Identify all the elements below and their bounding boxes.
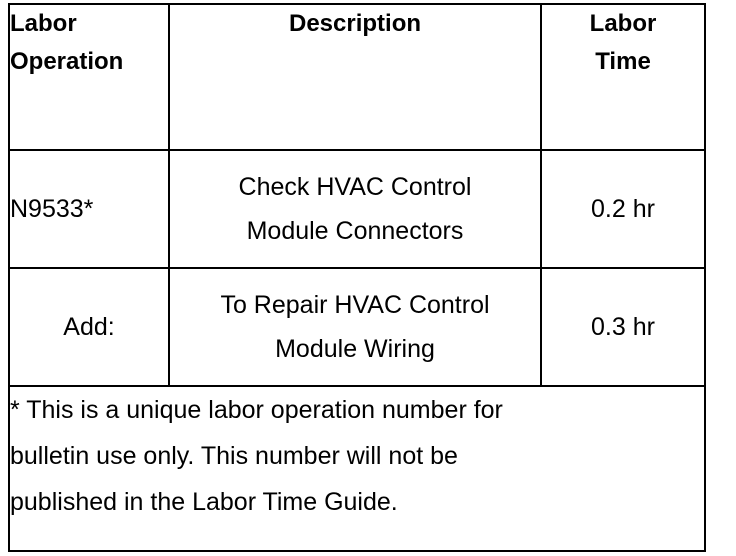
description-line2: Module Connectors: [246, 217, 464, 245]
description-line1: Check HVAC Control: [238, 173, 472, 201]
labor-time-value: 0.3 hr: [591, 313, 655, 341]
header-labor-operation-line1: Labor: [10, 10, 77, 37]
labor-time-cell: [541, 268, 705, 386]
footnote-row: [9, 386, 705, 551]
labor-time-cell: [541, 150, 705, 268]
labor-time-table: [8, 3, 706, 552]
header-labor-operation-line2: Operation: [10, 48, 124, 75]
table-row: [9, 268, 705, 386]
labor-operation-cell: [9, 268, 169, 386]
table-header-row: [9, 4, 705, 150]
footnote-line2: bulletin use only. This number will not be: [10, 442, 458, 470]
table-row: [9, 150, 705, 268]
header-description-label: Description: [288, 10, 422, 37]
header-labor-time-line2: Time: [595, 48, 651, 75]
footnote-line3: published in the Labor Time Guide.: [10, 488, 398, 516]
header-labor-time-line1: Labor: [589, 10, 657, 37]
footnote-line1: * This is a unique labor operation number for: [10, 396, 503, 424]
header-description: [169, 4, 541, 150]
description-line1: To Repair HVAC Control: [220, 291, 490, 319]
labor-operation-code: Add:: [63, 313, 115, 341]
description-cell: [169, 268, 541, 386]
labor-operation-code: N9533*: [10, 195, 94, 223]
labor-operation-cell: [9, 150, 169, 268]
description-line2: Module Wiring: [275, 335, 435, 363]
footnote-cell: [9, 386, 705, 551]
labor-time-value: 0.2 hr: [591, 195, 655, 223]
header-labor-time: [541, 4, 705, 150]
description-cell: [169, 150, 541, 268]
header-labor-operation: [9, 4, 169, 150]
